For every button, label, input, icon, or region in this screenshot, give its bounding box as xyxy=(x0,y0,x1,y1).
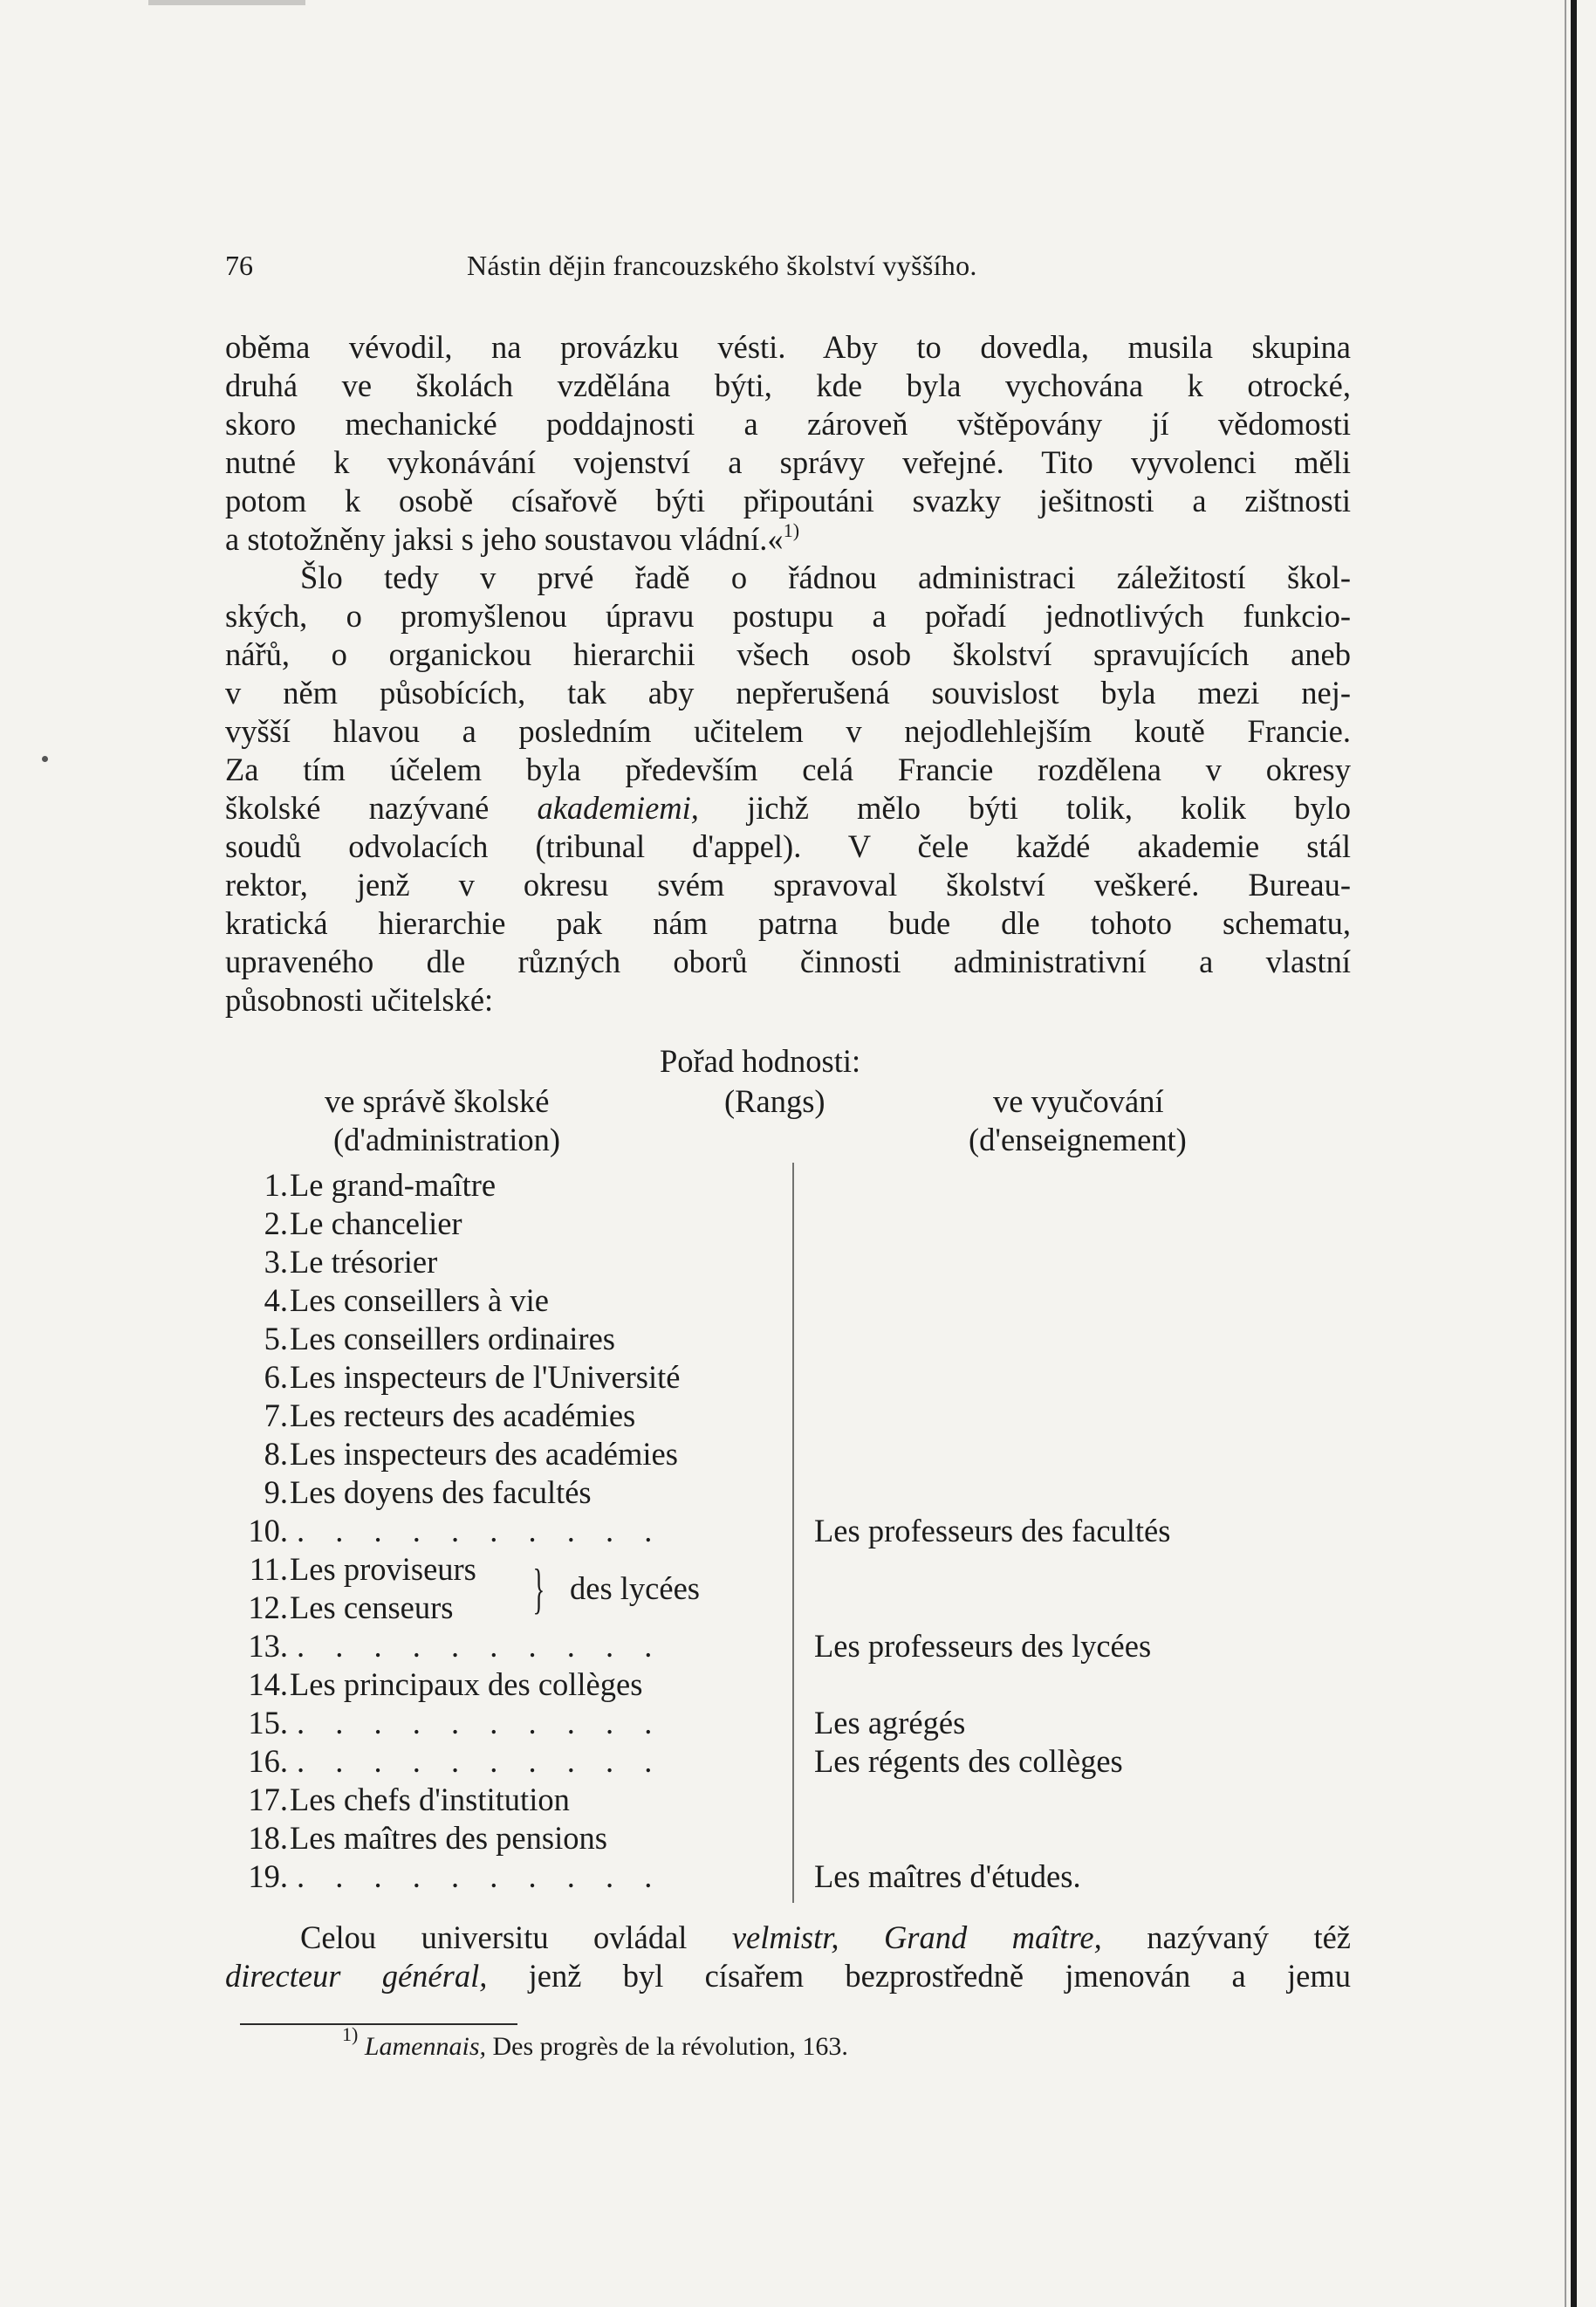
emphasis: velmistr, xyxy=(731,1919,839,1955)
rank-row xyxy=(234,1166,1368,1205)
text-line: Šlo tedy v prvé řadě o řádnou administraci záležitostí škol- xyxy=(300,560,1351,595)
rank-number: 4. xyxy=(264,1282,288,1318)
rank-admin-title: Le grand-maître xyxy=(290,1167,497,1203)
rank-row xyxy=(234,1397,1368,1435)
rank-dot-leader: . . . . . . . . . . xyxy=(297,1628,664,1664)
rank-number: 12. xyxy=(248,1589,288,1625)
rank-number: 19. xyxy=(248,1858,288,1894)
rank-admin-title: Le trésorier xyxy=(290,1244,438,1280)
rank-admin-title: Les censeurs xyxy=(290,1589,454,1625)
footnote xyxy=(342,2023,848,2062)
text-span: a stotožněny jaksi s jeho soustavou vládní.« xyxy=(225,521,784,557)
rank-teaching-title: Les maîtres d'études. xyxy=(814,1858,1081,1894)
text-line: nářů, o organickou hierarchii všech osob školství spravujících aneb xyxy=(225,636,1351,672)
lycee-shared-label: des lycées xyxy=(570,1570,700,1606)
text-span: nazývaný též xyxy=(1147,1919,1351,1955)
rank-row xyxy=(234,1589,1368,1627)
rank-number: 2. xyxy=(264,1205,288,1241)
rangs-heading: (Rangs) xyxy=(724,1083,825,1119)
rank-dot-leader: . . . . . . . . . . xyxy=(297,1743,664,1779)
rank-admin-title: Les chefs d'institution xyxy=(290,1782,570,1817)
rank-dot-leader: . . . . . . . . . . xyxy=(297,1858,664,1894)
closing-paragraph xyxy=(225,1919,1351,1995)
rank-number: 9. xyxy=(264,1474,288,1510)
text-line: potom k osobě císařově býti připoutáni svazky ješitnosti a zištnosti xyxy=(225,483,1351,518)
rank-admin-title: Les conseillers ordinaires xyxy=(290,1321,615,1356)
rank-row xyxy=(234,1819,1368,1857)
rank-number: 13. xyxy=(248,1628,288,1664)
text-line: rektor, jenž v okresu svém spravoval školství veškeré. Bureau- xyxy=(225,867,1351,903)
rank-admin-title: Le chancelier xyxy=(290,1205,462,1241)
rank-row xyxy=(234,1742,1368,1781)
page-number: 76 xyxy=(225,250,253,281)
teach-heading: ve vyučování xyxy=(993,1083,1164,1119)
text-span: Celou universitu ovládal xyxy=(300,1919,688,1955)
rank-number: 6. xyxy=(264,1359,288,1395)
teach-heading-fr: (d'enseignement) xyxy=(969,1122,1187,1157)
text-line: nutné k vykonávání vojenství a správy veřejné. Tito vyvolenci měli xyxy=(225,444,1351,480)
rank-number: 8. xyxy=(264,1436,288,1472)
running-title: Nástin dějin francouzského školství vyššího. xyxy=(467,250,977,281)
brace-glyph: } xyxy=(532,1557,545,1619)
scan-speck xyxy=(42,756,48,762)
text-line: kratická hierarchie pak nám patrna bude dle tohoto schematu, xyxy=(225,905,1351,941)
text-line xyxy=(225,520,1351,559)
rank-teaching-title: Les professeurs des lycées xyxy=(814,1628,1152,1664)
rank-number: 3. xyxy=(264,1244,288,1280)
rank-admin-title: Les inspecteurs de l'Université xyxy=(290,1359,681,1395)
text-line xyxy=(225,789,1351,827)
scan-smudge xyxy=(148,0,305,5)
rank-table xyxy=(234,1166,1368,1896)
rank-admin-title: Les inspecteurs des académies xyxy=(290,1436,678,1472)
text-line: druhá ve školách vzdělána býti, kde byla vychována k otrocké, xyxy=(225,367,1351,403)
rank-number: 18. xyxy=(248,1820,288,1856)
footnote-text: Des progrès de la révolution, 163. xyxy=(492,2032,848,2061)
rank-admin-title: Les maîtres des pensions xyxy=(290,1820,607,1856)
rank-row xyxy=(234,1704,1368,1742)
text-line: oběma vévodil, na provázku vésti. Aby to dovedla, musila skupina xyxy=(225,329,1351,365)
rank-row xyxy=(234,1358,1368,1397)
rank-number: 17. xyxy=(248,1782,288,1817)
rank-row xyxy=(234,1627,1368,1665)
text-line: působnosti učitelské: xyxy=(225,982,494,1018)
page-header xyxy=(225,250,1351,290)
rank-row xyxy=(234,1512,1368,1550)
rank-row xyxy=(234,1473,1368,1512)
text-line: vyšší hlavou a posledním učitelem v nejodlehlejším koutě Francie. xyxy=(225,713,1351,749)
rank-number: 1. xyxy=(264,1167,288,1203)
footnote-mark: 1) xyxy=(342,2023,359,2045)
body-paragraphs xyxy=(225,328,1351,1020)
rank-number: 7. xyxy=(264,1397,288,1433)
rank-admin-title: Les conseillers à vie xyxy=(290,1282,549,1318)
page-edge xyxy=(1571,0,1577,2307)
text-line xyxy=(225,1919,1351,1957)
rank-admin-title: Les proviseurs xyxy=(290,1551,476,1587)
rank-number: 11. xyxy=(249,1551,288,1587)
rank-row xyxy=(234,1320,1368,1358)
rank-row xyxy=(234,1857,1368,1896)
rank-number: 16. xyxy=(248,1743,288,1779)
text-line: Za tím účelem byla především celá Francie rozdělena v okresy xyxy=(225,752,1351,787)
text-line: upraveného dle různých oborů činnosti administrativní a vlastní xyxy=(225,944,1351,979)
rank-row xyxy=(234,1665,1368,1704)
table-title: Pořad hodnosti: xyxy=(660,1043,861,1079)
text-line: v něm působících, tak aby nepřerušená souvislost byla mezi nej- xyxy=(225,675,1351,711)
rank-row xyxy=(234,1205,1368,1243)
text-span: školské nazývané xyxy=(225,790,490,826)
text-line: soudů odvolacích (tribunal d'appel). V čele každé akademie stál xyxy=(225,828,1351,864)
rank-row xyxy=(234,1781,1368,1819)
text-span: jichž mělo býti tolik, kolik bylo xyxy=(747,790,1351,826)
rank-row xyxy=(234,1243,1368,1281)
text-line: skoro mechanické poddajnosti a zároveň vštěpovány jí vědomosti xyxy=(225,406,1351,442)
rank-number: 14. xyxy=(248,1666,288,1702)
rank-dot-leader: . . . . . . . . . . xyxy=(297,1705,664,1741)
rank-row xyxy=(234,1281,1368,1320)
text-line xyxy=(225,1957,1351,1995)
admin-heading-fr: (d'administration) xyxy=(333,1122,560,1157)
emphasis: akademiemi, xyxy=(537,790,699,826)
rank-teaching-title: Les régents des collèges xyxy=(814,1743,1123,1779)
emphasis: Grand maître, xyxy=(883,1919,1102,1955)
rank-teaching-title: Les agrégés xyxy=(814,1705,966,1741)
footnote-ref: 1) xyxy=(783,520,800,541)
rank-number: 5. xyxy=(264,1321,288,1356)
footnote-rule xyxy=(240,2023,517,2025)
emphasis: directeur général, xyxy=(225,1958,488,1994)
rank-admin-title: Les principaux des collèges xyxy=(290,1666,643,1702)
rank-admin-title: Les doyens des facultés xyxy=(290,1474,592,1510)
admin-heading: ve správě školské xyxy=(325,1083,550,1119)
rank-number: 10. xyxy=(248,1513,288,1548)
rank-number: 15. xyxy=(248,1705,288,1741)
page-edge-shadow xyxy=(1565,0,1566,2307)
footnote-author: Lamennais, xyxy=(364,2032,487,2061)
rank-teaching-title: Les professeurs des facultés xyxy=(814,1513,1171,1548)
text-span: jenž byl císařem bezprostředně jmenován a jemu xyxy=(528,1958,1351,1994)
rank-row xyxy=(234,1435,1368,1473)
text-line: ských, o promyšlenou úpravu postupu a pořadí jednotlivých funkcio- xyxy=(225,598,1351,634)
rank-admin-title: Les recteurs des académies xyxy=(290,1397,636,1433)
rank-dot-leader: . . . . . . . . . . xyxy=(297,1513,664,1548)
